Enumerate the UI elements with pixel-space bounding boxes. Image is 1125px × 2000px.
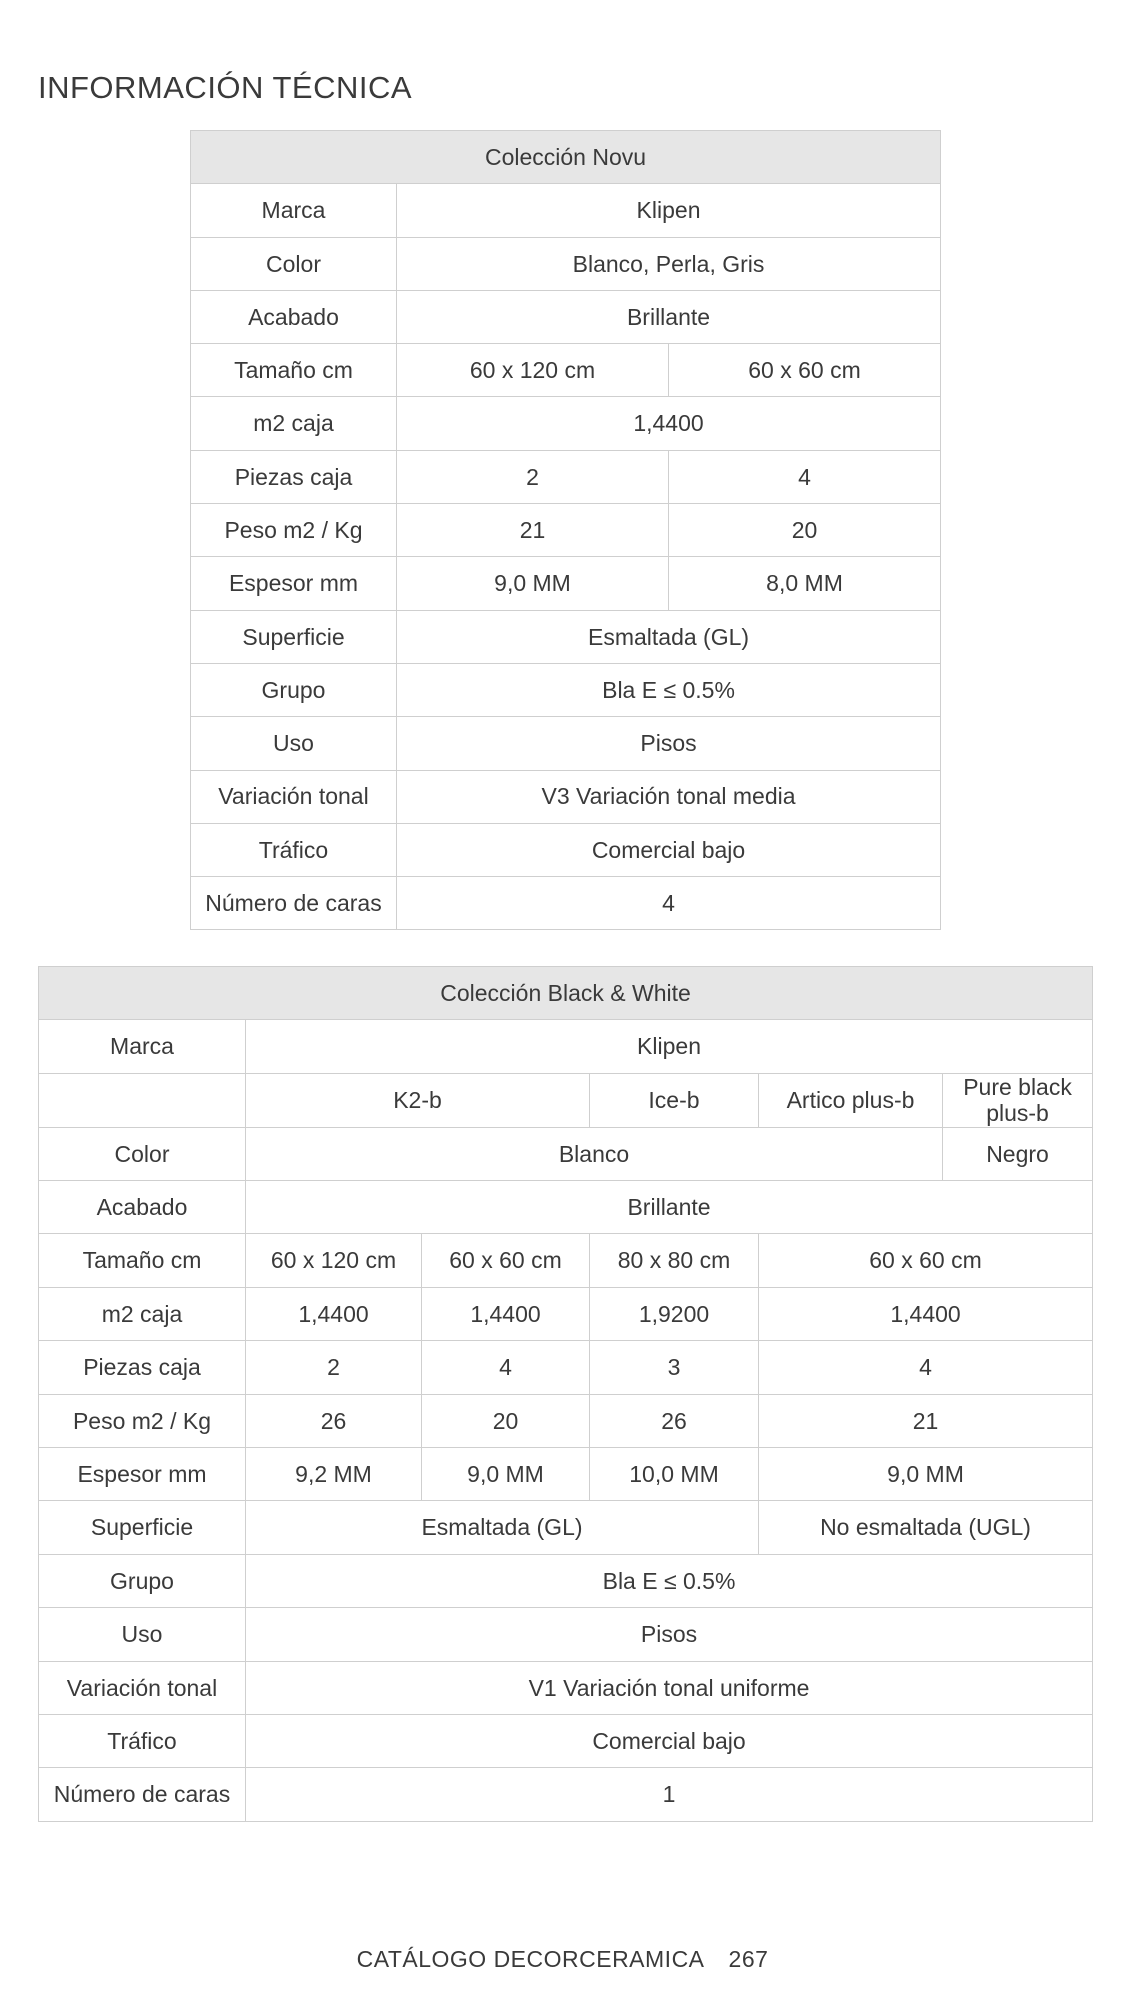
row-value: 4 [669,450,941,503]
page-title: INFORMACIÓN TÉCNICA [38,70,413,105]
row-value: Klipen [246,1020,1093,1073]
page-number: 267 [728,1946,769,1972]
table-row [191,184,941,237]
row-value: 3 [590,1341,759,1394]
row-value: Blanco, Perla, Gris [397,237,941,290]
row-value: 1,4400 [422,1287,590,1340]
row-value: 60 x 120 cm [246,1234,422,1287]
row-label: Tráfico [191,823,397,876]
page-footer [0,1946,1125,1973]
row-value: 4 [397,877,941,930]
row-value: Pisos [246,1608,1093,1661]
row-label: Espesor mm [191,557,397,610]
table-row [39,1394,1093,1447]
model-k2b: K2-b [246,1073,590,1127]
row-value: Comercial bajo [246,1714,1093,1767]
row-value: Bla E ≤ 0.5% [397,663,941,716]
row-label: m2 caja [39,1287,246,1340]
row-value: 9,0 MM [759,1448,1093,1501]
row-value: 60 x 120 cm [397,344,669,397]
table-row [39,1181,1093,1234]
row-value: 10,0 MM [590,1448,759,1501]
table-row [39,1661,1093,1714]
row-value: 20 [669,504,941,557]
table-row [191,877,941,930]
row-label: Número de caras [39,1768,246,1821]
table-row [191,823,941,876]
catalog-name: CATÁLOGO DECORCERAMICA [356,1946,705,1972]
row-value: 8,0 MM [669,557,941,610]
table-row [39,1234,1093,1287]
novu-spec-table [190,130,941,930]
row-value: No esmaltada (UGL) [759,1501,1093,1554]
row-label: Tamaño cm [39,1234,246,1287]
table-row [39,1714,1093,1767]
row-value: Comercial bajo [397,823,941,876]
row-value: 4 [759,1341,1093,1394]
novu-header: Colección Novu [191,131,941,184]
table-row [191,290,941,343]
row-value: 1,9200 [590,1287,759,1340]
row-value: 80 x 80 cm [590,1234,759,1287]
row-value: Bla E ≤ 0.5% [246,1554,1093,1607]
row-value: 21 [759,1394,1093,1447]
row-label: Variación tonal [191,770,397,823]
row-value: 26 [246,1394,422,1447]
row-value: V1 Variación tonal uniforme [246,1661,1093,1714]
row-value: 60 x 60 cm [759,1234,1093,1287]
row-value: 1 [246,1768,1093,1821]
row-value: 4 [422,1341,590,1394]
row-label: Superficie [191,610,397,663]
model-ice-b: Ice-b [590,1073,759,1127]
row-value: 1,4400 [397,397,941,450]
row-value: Brillante [397,290,941,343]
table-row [39,1073,1093,1127]
row-label: Uso [39,1608,246,1661]
row-value: Esmaltada (GL) [397,610,941,663]
table-row [191,504,941,557]
table-row [39,1020,1093,1073]
table-row [191,344,941,397]
row-value: Klipen [397,184,941,237]
model-pure-black-plus-b: Pure black plus-b [943,1073,1093,1127]
row-value: 60 x 60 cm [669,344,941,397]
table-header-row [39,967,1093,1020]
table-row [191,663,941,716]
row-value: 9,0 MM [422,1448,590,1501]
row-value: Negro [943,1127,1093,1180]
row-label: Peso m2 / Kg [39,1394,246,1447]
row-label: Marca [39,1020,246,1073]
row-label: Tamaño cm [191,344,397,397]
row-value: 26 [590,1394,759,1447]
row-value: 2 [397,450,669,503]
row-value: 21 [397,504,669,557]
table-row [191,237,941,290]
row-label-empty [39,1073,246,1127]
table-row [191,557,941,610]
table-row [39,1448,1093,1501]
table-row [39,1501,1093,1554]
row-label: Variación tonal [39,1661,246,1714]
row-value: 9,2 MM [246,1448,422,1501]
table-row [39,1287,1093,1340]
row-label: Piezas caja [39,1341,246,1394]
table-header-row [191,131,941,184]
row-value: V3 Variación tonal media [397,770,941,823]
row-value: 9,0 MM [397,557,669,610]
table-row [191,450,941,503]
row-label: Grupo [39,1554,246,1607]
row-value: Pisos [397,717,941,770]
table-row [39,1768,1093,1821]
row-value: 1,4400 [246,1287,422,1340]
row-label: Tráfico [39,1714,246,1767]
bw-header: Colección Black & White [39,967,1093,1020]
row-value: 20 [422,1394,590,1447]
row-label: Color [39,1127,246,1180]
table-row [39,1127,1093,1180]
row-label: Número de caras [191,877,397,930]
row-label: Acabado [191,290,397,343]
table-row [191,717,941,770]
row-label: Espesor mm [39,1448,246,1501]
row-label: Uso [191,717,397,770]
row-label: Peso m2 / Kg [191,504,397,557]
row-value: 60 x 60 cm [422,1234,590,1287]
row-value: Brillante [246,1181,1093,1234]
row-label: Acabado [39,1181,246,1234]
black-white-spec-table [38,966,1093,1822]
row-value: Blanco [246,1127,943,1180]
row-value: 1,4400 [759,1287,1093,1340]
row-label: Piezas caja [191,450,397,503]
table-row [191,770,941,823]
table-row [191,610,941,663]
row-label: Superficie [39,1501,246,1554]
table-row [39,1341,1093,1394]
row-value: 2 [246,1341,422,1394]
row-label: Color [191,237,397,290]
table-row [39,1554,1093,1607]
row-label: Marca [191,184,397,237]
table-row [191,397,941,450]
row-label: Grupo [191,663,397,716]
row-label: m2 caja [191,397,397,450]
row-value: Esmaltada (GL) [246,1501,759,1554]
table-row [39,1608,1093,1661]
model-artico-plus-b: Artico plus-b [759,1073,943,1127]
